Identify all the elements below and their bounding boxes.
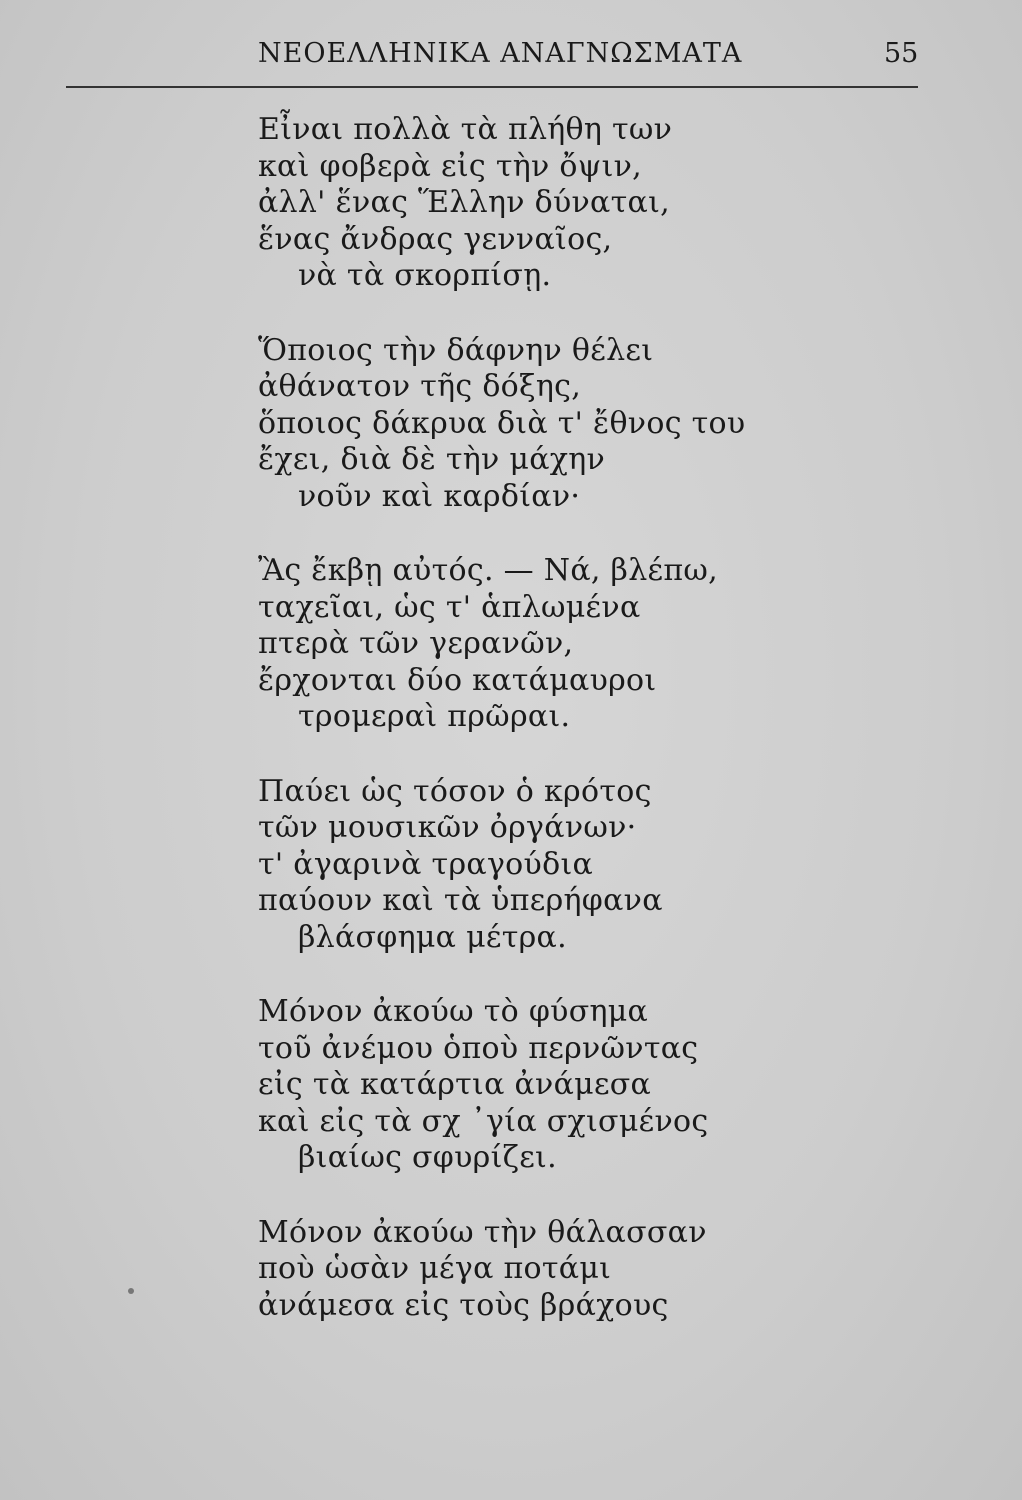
poem-line-indented: νὰ τὰ σκορπίσῃ.	[298, 258, 552, 293]
poem-line: ἕνας ἄνδρας γενναῖος,	[258, 221, 613, 257]
stanza	[258, 1215, 958, 1325]
poem-line-indented: τρομεραὶ πρῶραι.	[298, 699, 571, 734]
poem-line: καὶ φοβερὰ εἰς τὴν ὄψιν,	[258, 148, 643, 184]
poem-line: παύουν καὶ τὰ ὑπερήφανα	[258, 883, 663, 918]
running-head	[0, 30, 1022, 80]
poem-body	[258, 112, 958, 1324]
poem-line-indented: νοῦν καὶ καρδίαν·	[298, 478, 581, 514]
poem-line: Μόνον ἀκούω τὸ φύσημα	[258, 994, 649, 1029]
poem-line: ἀλλ' ἕνας Ἕλλην δύναται,	[258, 185, 670, 220]
poem-line: Ἂς ἔκβῃ αὐτός. — Νά, βλέπω,	[258, 553, 718, 588]
poem-line: εἰς τὰ κατάρτια ἀνάμεσα	[258, 1067, 652, 1102]
stanza	[258, 994, 958, 1177]
poem-line: Μόνον ἀκούω τὴν θάλασσαν	[258, 1214, 707, 1250]
poem-line: ἔχει, διὰ δὲ τὴν μάχην	[258, 442, 606, 477]
poem-line: πτερὰ τῶν γερανῶν,	[258, 626, 574, 661]
poem-line: ποὺ ὡσὰν μέγα ποτάμι	[258, 1251, 612, 1286]
header-rule	[66, 86, 918, 88]
poem-line-indented: βλάσφημα μέτρα.	[298, 919, 567, 955]
ink-speck	[128, 1288, 134, 1294]
poem-line: Παύει ὡς τόσον ὁ κρότος	[258, 773, 652, 809]
stanza	[258, 333, 958, 516]
poem-line-indented: βιαίως σφυρίζει.	[298, 1140, 557, 1175]
poem-line: Ὅποιος τὴν δάφνην θέλει	[258, 332, 654, 368]
poem-line: ὅποιος δάκρυα διὰ τ' ἔθνος του	[258, 405, 746, 441]
poem-line: ἀθάνατον τῆς δόξης,	[258, 369, 582, 404]
stanza	[258, 774, 958, 957]
stanza	[258, 112, 958, 295]
poem-line: Εἶναι πολλὰ τὰ πλήθη των	[258, 112, 673, 147]
poem-line: τῶν μουσικῶν ὀργάνων·	[258, 810, 637, 845]
poem-line: ἔρχονται δύο κατάμαυροι	[258, 662, 657, 698]
poem-line: τ' ἀγαρινὰ τραγούδια	[258, 846, 594, 882]
poem-line: τοῦ ἀνέμου ὁποὺ περνῶντας	[258, 1030, 699, 1066]
poem-line: ταχεῖαι, ὡς τ' ἁπλωμένα	[258, 589, 641, 625]
page-number: 55	[884, 38, 919, 69]
poem-line: ἀνάμεσα εἰς τοὺς βράχους	[258, 1287, 669, 1323]
stanza	[258, 553, 958, 736]
running-head-title: ΝΕΟΕΛΛΗΝΙΚΑ ΑΝΑΓΝΩΣΜΑΤΑ	[258, 38, 743, 69]
poem-line: καὶ εἰς τὰ σχ ᾿γία σχισμένος	[258, 1103, 709, 1139]
